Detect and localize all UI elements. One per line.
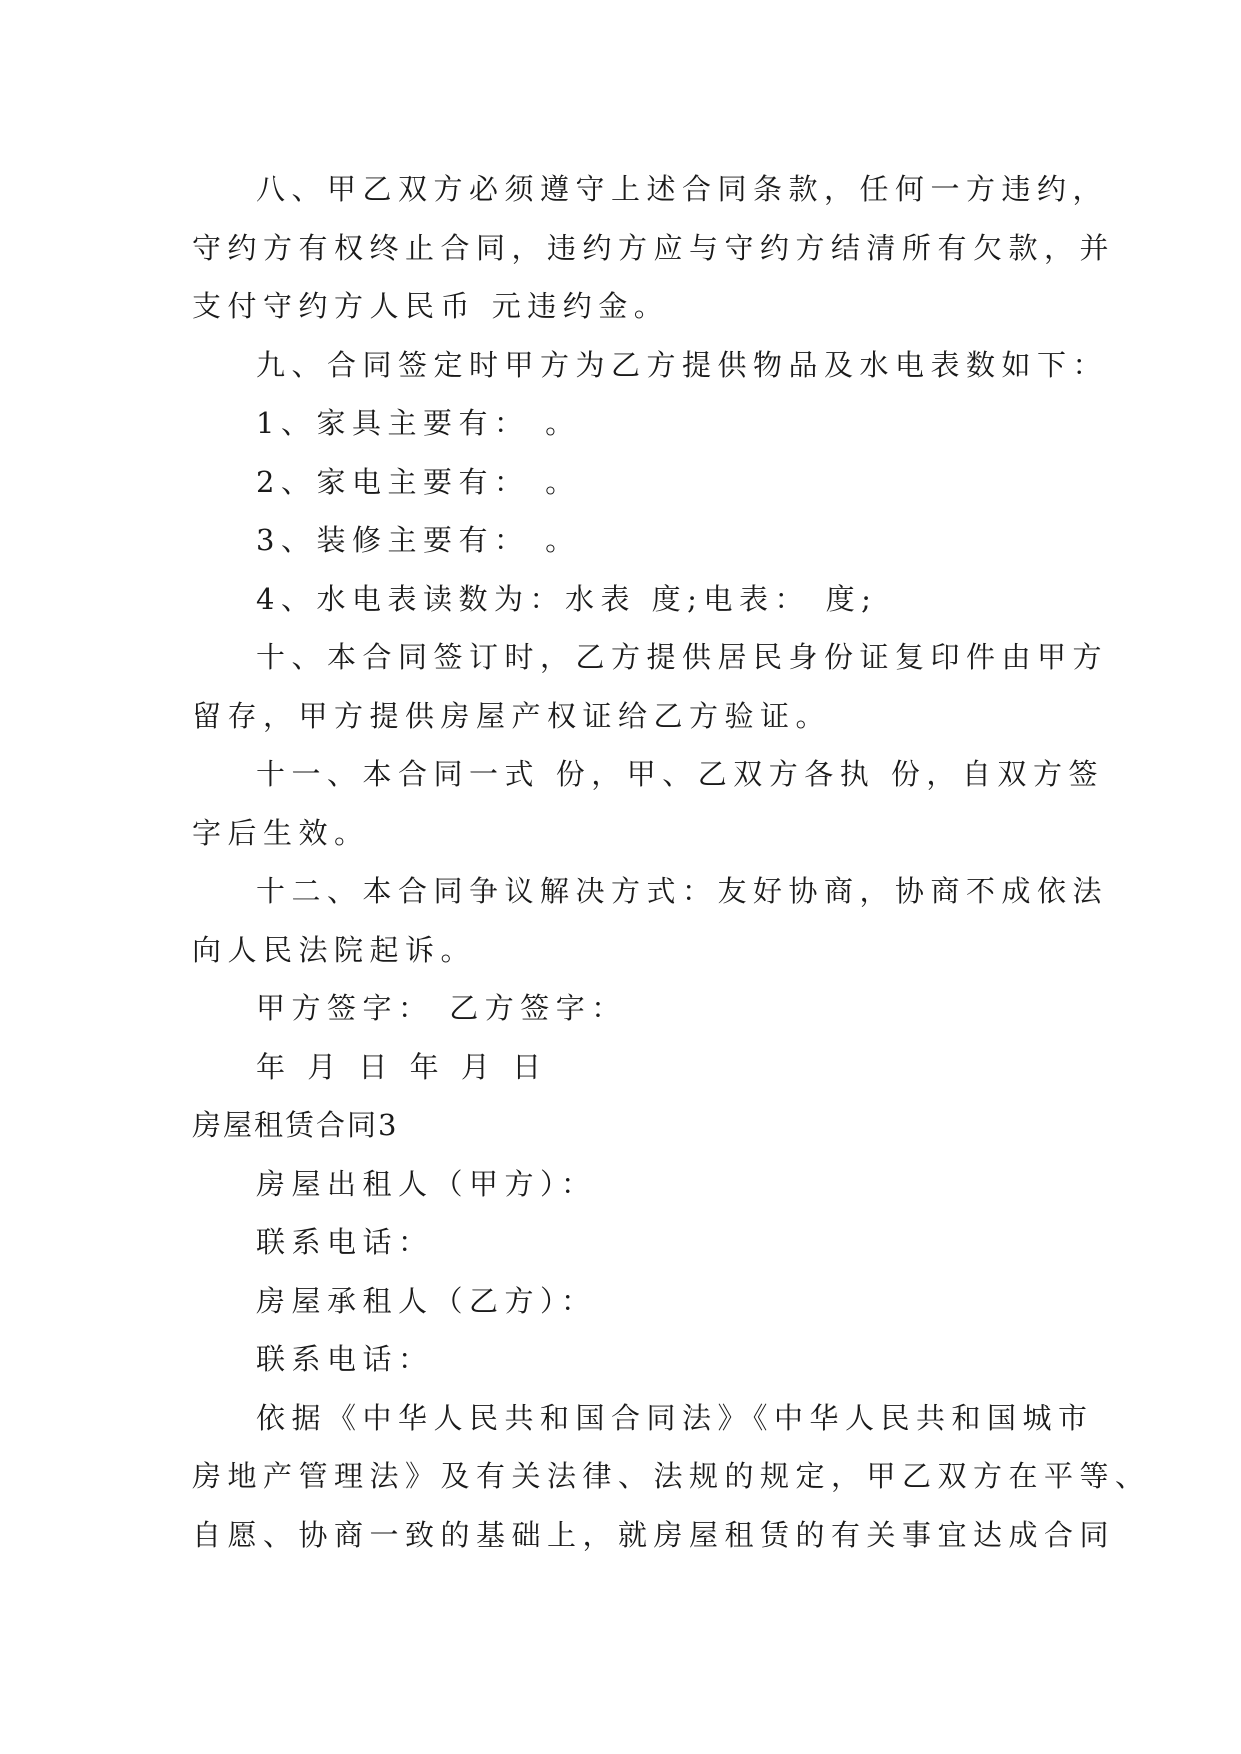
lessor-field: 房屋出租人（甲方）： (256, 1166, 597, 1201)
clause-11-line-1: 十一、本合同一式 份，甲、乙双方各执 份，自双方签 (256, 757, 1104, 791)
signature-line: 甲方签字： 乙方签字： (256, 991, 627, 1025)
date-line: 年 月 日 年 月 日 (256, 1049, 548, 1084)
clause-9-item-meters: 4、水电表读数为：水表 度;电表： 度; (256, 581, 878, 616)
preamble-line-1: 依据《中华人民共和国合同法》《中华人民共和国城市 (256, 1400, 1094, 1435)
lessee-phone-field: 联系电话： (256, 1342, 434, 1376)
clause-8-line-3: 支付守约方人民币 元违约金。 (192, 289, 670, 323)
document-body (192, 160, 1151, 1564)
clause-11-line-2: 字后生效。 (192, 815, 370, 850)
clause-10-line-2: 留存，甲方提供房屋产权证给乙方验证。 (192, 698, 832, 733)
clause-8-line-2: 守约方有权终止合同，违约方应与守约方结清所有欠款，并 (192, 230, 1116, 265)
preamble-line-2: 房地产管理法》及有关法律、法规的规定，甲乙双方在平等、 (192, 1459, 1151, 1493)
lessor-phone-field: 联系电话： (256, 1225, 434, 1259)
clause-9-item-appliances: 2、家电主要有： 。 (256, 464, 581, 499)
contract-3-title: 房屋租赁合同3 (192, 1108, 399, 1142)
clause-12-line-1: 十二、本合同争议解决方式：友好协商，协商不成依法 (256, 874, 1109, 908)
clause-12-line-2: 向人民法院起诉。 (192, 932, 477, 967)
clause-10-line-1: 十、本合同签订时，乙方提供居民身份证复印件由甲方 (256, 640, 1109, 674)
clause-9-item-furniture: 1、家具主要有： 。 (256, 406, 581, 440)
lessee-field: 房屋承租人（乙方）： (256, 1283, 597, 1318)
clause-9-heading: 九、合同签定时甲方为乙方提供物品及水电表数如下： (256, 347, 1109, 382)
preamble-line-3: 自愿、协商一致的基础上，就房屋租赁的有关事宜达成合同 (192, 1517, 1116, 1552)
clause-9-item-decoration: 3、装修主要有： 。 (256, 523, 581, 557)
clause-8-line-1: 八、甲乙双方必须遵守上述合同条款，任何一方违约， (256, 172, 1109, 206)
